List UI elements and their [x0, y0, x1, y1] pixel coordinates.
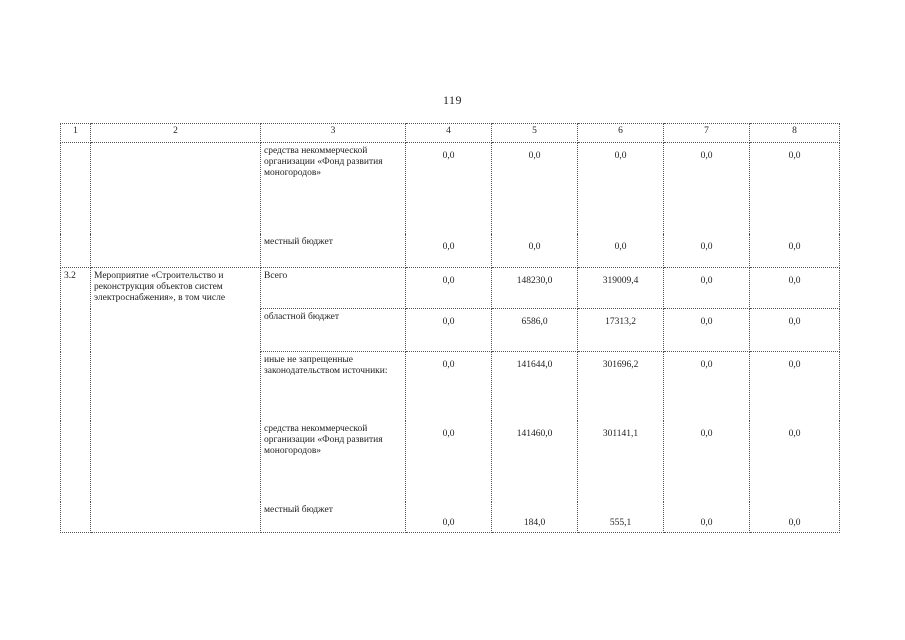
value-cell: 0,0	[406, 143, 492, 235]
value-cell: 141644,0	[492, 352, 578, 422]
value-cell: 17313,2	[578, 309, 664, 352]
value-cell: 319009,4	[578, 268, 664, 309]
row-number-cell: 3.2	[61, 268, 91, 533]
header-cell: 5	[492, 124, 578, 143]
value-cell: 0,0	[664, 143, 750, 235]
header-cell: 7	[664, 124, 750, 143]
source-cell: средства некоммерческой организации «Фонд развития моногородов»	[261, 421, 406, 502]
table-header-row	[61, 124, 840, 143]
value-cell: 0,0	[750, 143, 840, 235]
header-cell: 2	[91, 124, 261, 143]
header-cell: 6	[578, 124, 664, 143]
value-cell: 0,0	[578, 143, 664, 235]
value-cell: 141460,0	[492, 421, 578, 502]
value-cell: 0,0	[750, 268, 840, 309]
value-cell: 0,0	[664, 268, 750, 309]
value-cell: 6586,0	[492, 309, 578, 352]
value-cell: 0,0	[406, 502, 492, 533]
value-cell: 0,0	[750, 309, 840, 352]
value-cell: 555,1	[578, 502, 664, 533]
value-cell: 0,0	[664, 309, 750, 352]
value-cell: 0,0	[406, 309, 492, 352]
header-cell: 1	[61, 124, 91, 143]
source-cell: местный бюджет	[261, 234, 406, 268]
header-cell: 4	[406, 124, 492, 143]
activity-cell: Мероприятие «Строительство и реконструкция объектов систем электроснабжения», в том числе	[91, 268, 261, 533]
budget-table	[60, 123, 840, 533]
value-cell: 301141,1	[578, 421, 664, 502]
value-cell: 0,0	[492, 143, 578, 235]
value-cell: 184,0	[492, 502, 578, 533]
value-cell: 0,0	[750, 421, 840, 502]
value-cell: 0,0	[578, 234, 664, 268]
value-cell: 0,0	[750, 352, 840, 422]
source-cell: областной бюджет	[261, 309, 406, 352]
activity-cell	[91, 143, 261, 268]
value-cell: 0,0	[750, 234, 840, 268]
value-cell: 0,0	[406, 421, 492, 502]
value-cell: 0,0	[664, 352, 750, 422]
header-cell: 3	[261, 124, 406, 143]
value-cell: 148230,0	[492, 268, 578, 309]
page-number: 119	[442, 93, 463, 107]
value-cell: 0,0	[664, 421, 750, 502]
table-row	[61, 268, 840, 309]
value-cell: 0,0	[492, 234, 578, 268]
value-cell: 301696,2	[578, 352, 664, 422]
table-row	[61, 143, 840, 235]
value-cell: 0,0	[406, 268, 492, 309]
value-cell: 0,0	[664, 234, 750, 268]
source-cell: средства некоммерческой организации «Фонд развития моногородов»	[261, 143, 406, 235]
row-number-cell	[61, 143, 91, 268]
source-cell: Всего	[261, 268, 406, 309]
value-cell: 0,0	[664, 502, 750, 533]
value-cell: 0,0	[750, 502, 840, 533]
value-cell: 0,0	[406, 234, 492, 268]
value-cell: 0,0	[406, 352, 492, 422]
source-cell: местный бюджет	[261, 502, 406, 533]
header-cell: 8	[750, 124, 840, 143]
source-cell: иные не запрещенные законодательством источники:	[261, 352, 406, 422]
